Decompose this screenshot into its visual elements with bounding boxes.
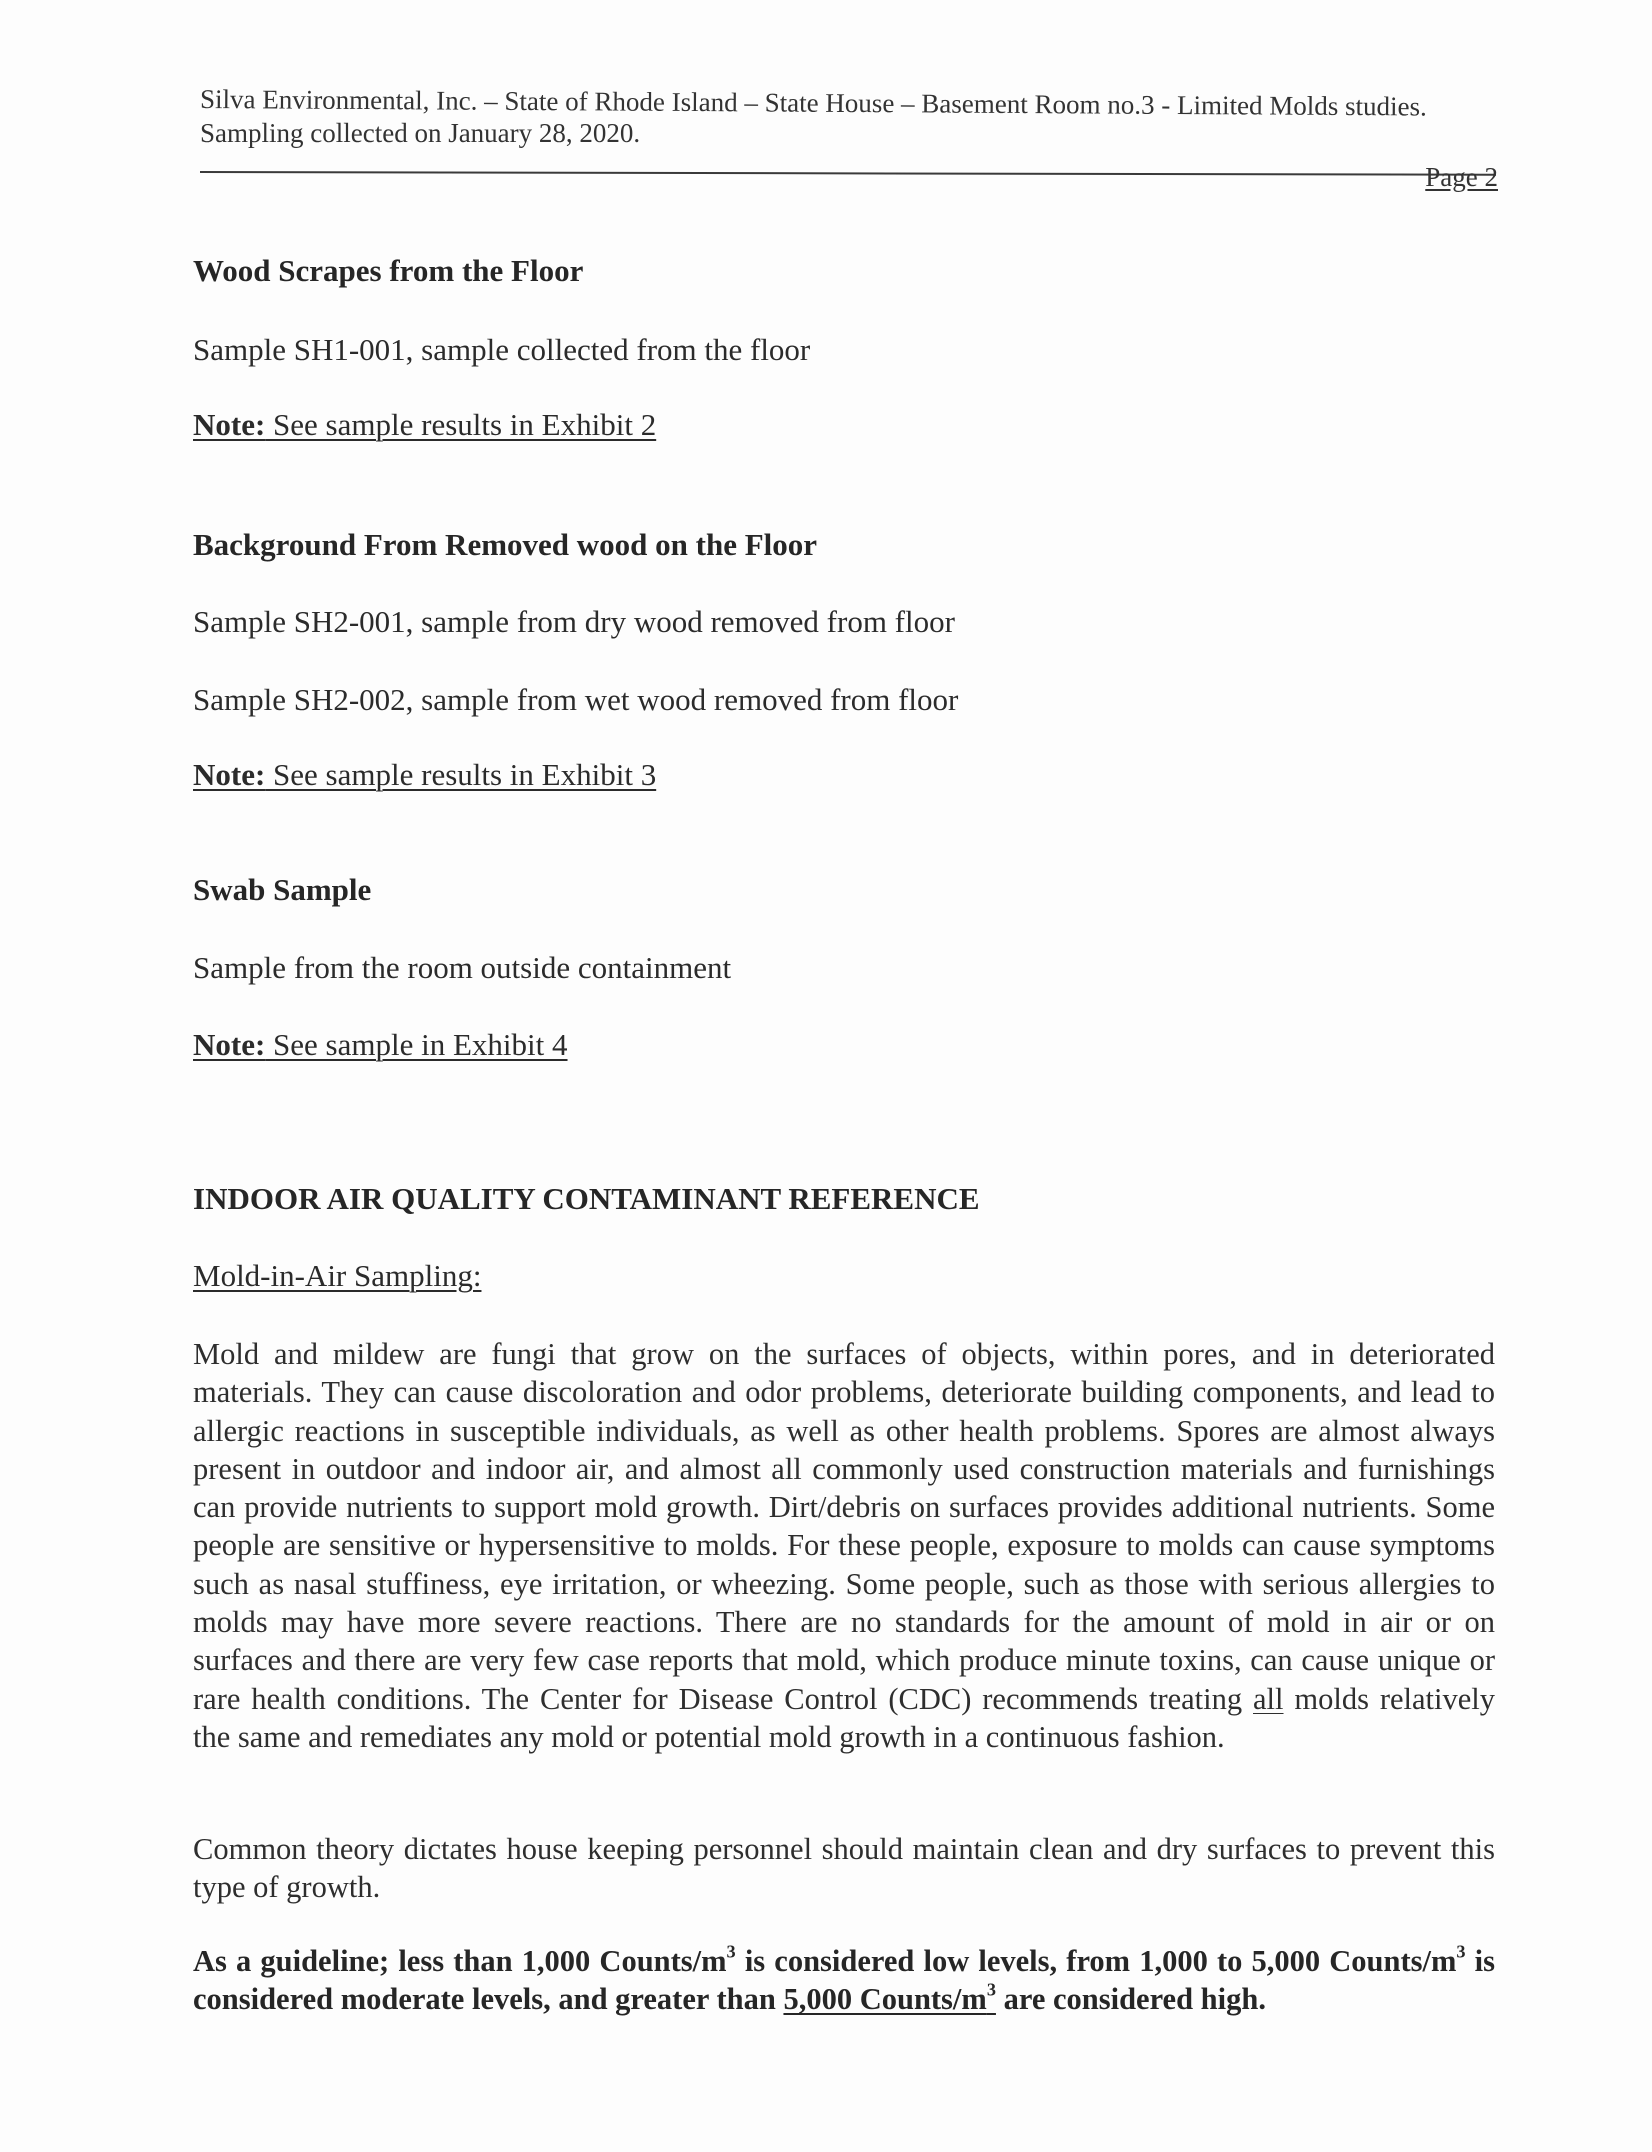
page-number: Page 2	[1425, 162, 1498, 192]
note-text: See sample results in Exhibit 3	[265, 757, 657, 792]
mold-paragraph-text-end: molds relatively the same and remediates any mold or potential mold growth in a continuous fashion.	[193, 1681, 1495, 1754]
section-heading-wood-scrapes: Wood Scrapes from the Floor	[193, 253, 584, 288]
guideline-text-1: As a guideline; less than 1,000 Counts/m	[193, 1944, 727, 1978]
guideline-high-threshold	[783, 1979, 996, 2017]
superscript: 3	[1456, 1941, 1466, 1962]
superscript: 3	[726, 1941, 736, 1962]
section-heading-background: Background From Removed wood on the Floor	[193, 527, 818, 562]
note-label: Note:	[193, 407, 266, 442]
header-title: Silva Environmental, Inc. – State of Rhode Island – State House – Basement Room no.3 - Limited Molds studies.	[199, 84, 1427, 122]
guideline-underlined: 5,000 Counts/m	[783, 1982, 987, 2017]
sample-line: Sample SH2-001, sample from dry wood removed from floor	[193, 604, 955, 639]
note-text: See sample in Exhibit 4	[265, 1027, 568, 1062]
note-exhibit-3	[193, 756, 656, 794]
note-label: Note:	[193, 757, 266, 792]
common-theory-paragraph	[193, 1830, 1495, 1907]
guideline-text-2: is considered low levels, from 1,000 to 5,000 Counts/m	[735, 1944, 1457, 1978]
sample-line: Sample from the room outside containment	[193, 950, 732, 985]
note-text: See sample results in Exhibit 2	[265, 407, 657, 442]
mold-paragraph	[193, 1335, 1495, 1756]
guideline-text-3: is considered moderate levels, and greater than	[193, 1944, 1495, 2017]
sample-line: Sample SH1-001, sample collected from the floor	[193, 332, 811, 367]
reference-heading: INDOOR AIR QUALITY CONTAMINANT REFERENCE	[193, 1181, 980, 1216]
guideline-text-4: are considered high.	[995, 1982, 1266, 2017]
common-theory-text: Common theory dictates house keeping personnel should maintain clean and dry surfaces to prevent this type of growth.	[193, 1832, 1495, 1905]
sample-line: Sample SH2-002, sample from wet wood removed from floor	[193, 682, 959, 717]
note-exhibit-4	[193, 1026, 568, 1064]
note-label: Note:	[193, 1027, 266, 1062]
header-sampling-date: Sampling collected on January 28, 2020.	[200, 118, 641, 148]
emphasis-all: all	[1253, 1681, 1284, 1716]
section-heading-swab: Swab Sample	[193, 872, 372, 907]
guideline-paragraph	[193, 1942, 1495, 2019]
mold-paragraph-text: Mold and mildew are fungi that grow on the surfaces of objects, within pores, and in deteriorated materials. They can cause discoloration and odor problems, deteriorate building components, and lead to allergic reactions in susceptible individuals, as well as other health problems. Spores are almost always present in outdoor and indoor air, and almost all commonly used construction materials and furnishings can provide nutrients to support mold growth. Dirt/debris on surfaces provides additional nutrients. Some people are sensitive or hypersensitive to molds. For these people, exposure to molds can cause symptoms such as nasal stuffiness, eye irritation, or wheezing. Some people, such as those with serious allergies to molds may have more severe reactions. There are no standards for the amount of mold in air or on surfaces and there are very few case reports that mold, which produce minute toxins, can cause unique or rare health conditions. The Center for Disease Control (CDC) recommends treating	[193, 1337, 1495, 1716]
reference-subheading: Mold-in-Air Sampling:	[193, 1258, 482, 1293]
note-exhibit-2	[193, 406, 656, 444]
superscript: 3	[986, 1979, 996, 2000]
header-rule	[200, 171, 1496, 176]
